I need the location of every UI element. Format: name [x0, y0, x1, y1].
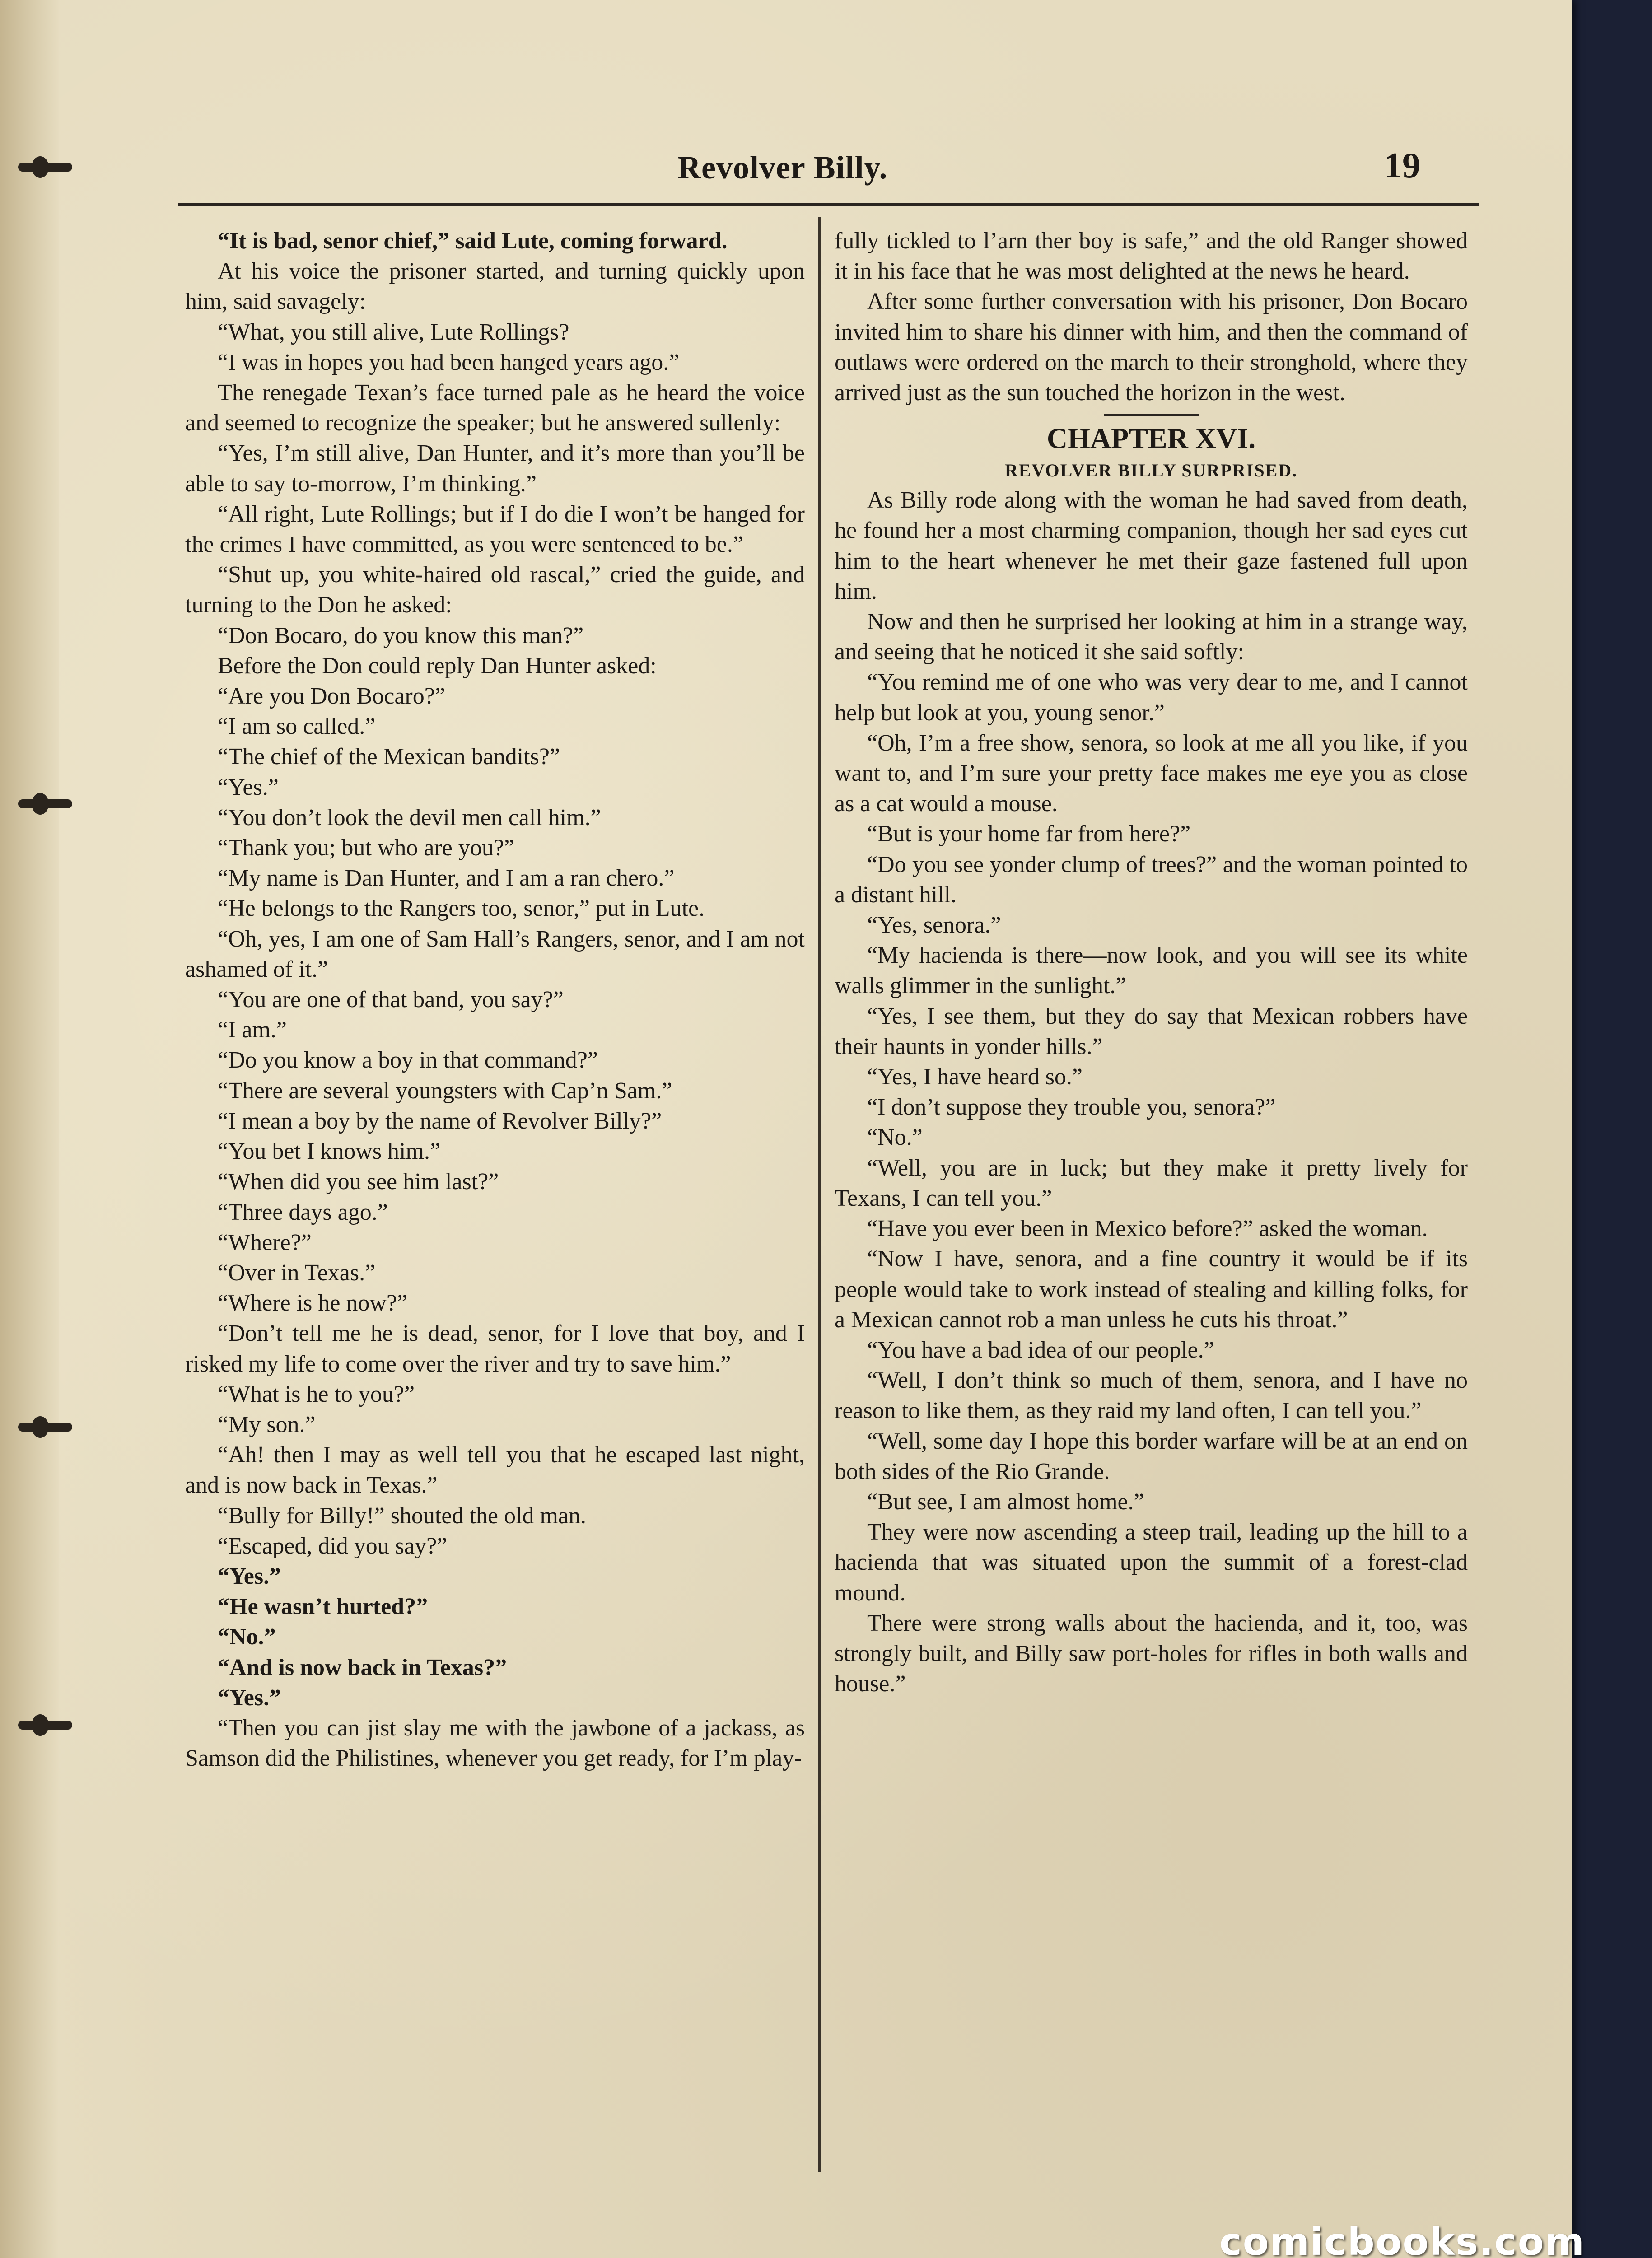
paragraph: “He wasn’t hurted?”	[218, 1594, 428, 1620]
paragraph: Now and then he surprised her looking at him in a strange way, and seeing that he noticed it she said softly:	[835, 609, 1468, 665]
paragraph: “Yes.”	[218, 1684, 281, 1711]
paragraph: “Ah! then I may as well tell you that he escaped last night, and is now back in Texas.”	[185, 1442, 805, 1498]
paragraph: “I don’t suppose they trouble you, senora?”	[867, 1094, 1276, 1120]
header-rule	[178, 203, 1479, 206]
paragraph: “He belongs to the Rangers too, senor,” put in Lute.	[218, 896, 705, 922]
chapter-subheading: REVOLVER BILLY SURPRISED.	[1004, 460, 1298, 481]
paragraph: “Shut up, you white-haired old rascal,” cried the guide, and turning to the Don he asked:	[185, 562, 805, 618]
paragraph: “Yes, I’m still alive, Dan Hunter, and it’s more than you’ll be able to say to-morrow, I’m thinking.”	[185, 440, 805, 497]
paragraph: “Over in Texas.”	[218, 1260, 376, 1286]
staple-mark	[18, 799, 72, 808]
paragraph: “Then you can jist slay me with the jawbone of a jackass, as Samson did the Philistines, whenever you get ready, for I’m play-	[185, 1715, 805, 1772]
chapter-rule	[1104, 414, 1199, 416]
paragraph: “I was in hopes you had been hanged years ago.”	[218, 349, 680, 375]
paragraph: “You don’t look the devil men call him.”	[218, 804, 601, 830]
paragraph: “Don’t tell me he is dead, senor, for I love that boy, and I risked my life to come over the river and try to save him.”	[185, 1320, 805, 1377]
page-number: 19	[1384, 146, 1420, 186]
paragraph: The renegade Texan’s face turned pale as he heard the voice and seemed to recognize the speaker; but he answered sullenly:	[185, 380, 805, 436]
staple-mark	[18, 163, 72, 172]
paragraph: At his voice the prisoner started, and turning quickly upon him, said savagely:	[185, 258, 805, 315]
paragraph: “Oh, yes, I am one of Sam Hall’s Rangers, senor, and I am not ashamed of it.”	[185, 926, 805, 982]
paragraph: “Three days ago.”	[218, 1199, 388, 1225]
paragraph: “You remind me of one who was very dear to me, and I cannot help but look at you, young senor.”	[835, 669, 1468, 726]
paragraph: “My hacienda is there—now look, and you will see its white walls glimmer in the sunlight.”	[835, 942, 1468, 999]
paragraph: “Where?”	[218, 1229, 312, 1255]
paragraph: fully tickled to l’arn ther boy is safe,” and the old Ranger showed it in his face that he was most delighted at the news he heard.	[835, 228, 1468, 285]
paragraph: “The chief of the Mexican bandits?”	[218, 744, 560, 770]
paragraph: “Thank you; but who are you?”	[218, 835, 515, 861]
paragraph: “Well, some day I hope this border warfare will be at an end on both sides of the Rio Grande.	[835, 1428, 1468, 1484]
paragraph: “I mean a boy by the name of Revolver Billy?”	[218, 1108, 662, 1134]
paragraph: “Are you Don Bocaro?”	[218, 683, 445, 709]
right-text-column	[835, 226, 1468, 1699]
paragraph: “Do you see yonder clump of trees?” and the woman pointed to a distant hill.	[835, 851, 1468, 908]
staple-mark	[18, 1423, 72, 1432]
paragraph: “Yes, senora.”	[867, 912, 1001, 938]
paragraph: “Bully for Billy!” shouted the old man.	[218, 1502, 586, 1529]
paragraph: “What is he to you?”	[218, 1381, 415, 1407]
paragraph: “It is bad, senor chief,” said Lute, coming forward.	[218, 228, 728, 254]
right-column-chapter-text	[835, 485, 1468, 1699]
paragraph: “But is your home far from here?”	[867, 821, 1191, 847]
paragraph: “But see, I am almost home.”	[867, 1488, 1144, 1515]
watermark: comicbooks.com	[1219, 2220, 1585, 2258]
paragraph: After some further conversation with his prisoner, Don Bocaro invited him to share his dinner with him, and then the command of outlaws were ordered on the march to their stronghold, where they arrived just as the sun touched the horizon in the west.	[835, 289, 1468, 406]
paragraph: “I am.”	[218, 1017, 287, 1043]
paragraph: “And is now back in Texas?”	[218, 1654, 507, 1680]
paragraph: “Have you ever been in Mexico before?” asked the woman.	[867, 1216, 1428, 1242]
chapter-heading: CHAPTER XVI.	[1046, 422, 1256, 455]
paragraph: “Yes.”	[218, 1563, 281, 1589]
paragraph: “Yes, I see them, but they do say that Mexican robbers have their haunts in yonder hills.”	[835, 1003, 1468, 1059]
right-column-top-text	[835, 226, 1468, 408]
paragraph: “Well, I don’t think so much of them, senora, and I have no reason to like them, as they raid my land often, I can tell you.”	[835, 1367, 1468, 1424]
paragraph: There were strong walls about the hacienda, and it, too, was strongly built, and Billy saw port-holes for rifles in both walls and house.”	[835, 1610, 1468, 1697]
paragraph: “All right, Lute Rollings; but if I do die I won’t be hanged for the crimes I have committed, as you were sentenced to be.”	[185, 501, 805, 558]
paragraph: “Well, you are in luck; but they make it pretty lively for Texans, I can tell you.”	[835, 1155, 1468, 1211]
paragraph: “My son.”	[218, 1411, 316, 1437]
paragraph: Before the Don could reply Dan Hunter asked:	[218, 653, 657, 679]
column-divider	[818, 217, 821, 2172]
paragraph: “Where is he now?”	[218, 1290, 408, 1316]
paragraph: “You are one of that band, you say?”	[218, 987, 564, 1013]
paragraph: “What, you still alive, Lute Rollings?	[218, 319, 569, 345]
paragraph: “Yes.”	[218, 774, 279, 800]
paragraph: They were now ascending a steep trail, leading up the hill to a hacienda that was situated upon the summit of a forest-clad mound.	[835, 1519, 1468, 1606]
paragraph: “I am so called.”	[218, 714, 376, 740]
paragraph: “Oh, I’m a free show, senora, so look at me all you like, if you want to, and I’m sure your pretty face makes me eye you as close as a cat would a mouse.	[835, 730, 1468, 817]
paragraph: “No.”	[218, 1624, 276, 1650]
paragraph: “My name is Dan Hunter, and I am a ran chero.”	[218, 865, 675, 891]
staple-mark	[18, 1721, 72, 1730]
paragraph: “When did you see him last?”	[218, 1169, 499, 1195]
paragraph: “No.”	[867, 1124, 923, 1151]
paragraph: “You have a bad idea of our people.”	[867, 1337, 1214, 1363]
paragraph: “You bet I knows him.”	[218, 1138, 441, 1165]
running-header-title: Revolver Billy.	[677, 149, 888, 186]
paragraph: “Don Bocaro, do you know this man?”	[218, 622, 584, 648]
paragraph: “There are several youngsters with Cap’n Sam.”	[218, 1078, 672, 1104]
binding-gutter	[0, 0, 59, 2258]
paragraph: “Do you know a boy in that command?”	[218, 1047, 598, 1073]
paragraph: “Yes, I have heard so.”	[867, 1064, 1083, 1090]
left-text-column	[185, 226, 805, 1773]
paragraph: “Escaped, did you say?”	[218, 1533, 448, 1559]
paragraph: “Now I have, senora, and a fine country it would be if its people would take to work instead of stealing and killing folks, for a Mexican cannot rob a man unless he cuts his throat.”	[835, 1246, 1468, 1333]
paragraph: As Billy rode along with the woman he had saved from death, he found her a most charming companion, though her sad eyes cut him to the heart whenever he met their gaze fastened full upon him.	[835, 487, 1468, 604]
